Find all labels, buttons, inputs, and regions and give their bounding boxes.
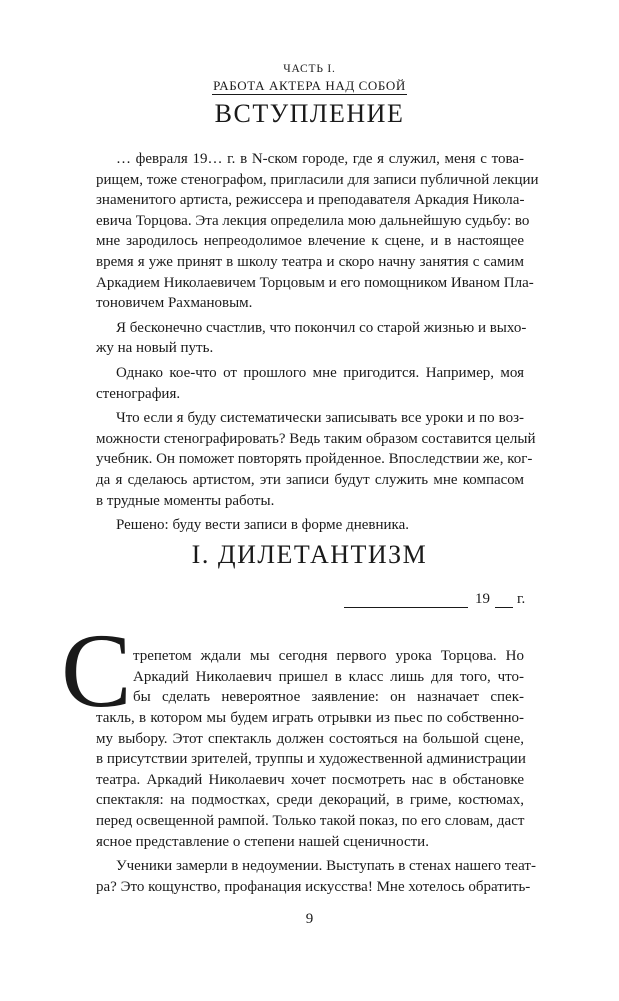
text-line: Ученики замерли в недоумении. Выступать в стенах нашего теат- xyxy=(116,858,536,875)
text-line: тоновичем Рахмановым. xyxy=(96,295,253,312)
date-year: 19 xyxy=(475,591,490,607)
text-line: такль, в котором мы будем играть отрывки из пьес по собственно- xyxy=(96,710,524,726)
text-line: да я сделаюсь артистом, эти записи будут служить мне компасом xyxy=(96,471,524,488)
dateline xyxy=(344,591,524,611)
part-label: ЧАСТЬ I. xyxy=(283,63,336,75)
text-line: театра. Аркадий Николаевич хочет посмотреть нас в обстановке xyxy=(96,771,524,788)
text-line: время я уже принят в школу театра и скоро начну занятия с самим xyxy=(96,253,524,270)
text-line: Аркадий Николаевич пришел в класс лишь для того, что- xyxy=(133,668,524,685)
text-line: стенография. xyxy=(96,385,181,402)
chapter-text-indented xyxy=(133,646,524,708)
date-suffix: г. xyxy=(517,591,526,607)
text-line: Однако кое-что от прошлого мне пригодится. Например, моя xyxy=(116,364,524,381)
drop-cap: С xyxy=(61,612,132,729)
date-year-blank xyxy=(495,607,513,608)
text-line: мне зародилось непреодолимое влечение к сцене, и в настоящее xyxy=(96,233,524,250)
text-line: ясное представление о степени нашей сценичности. xyxy=(96,833,429,850)
text-line: Я бесконечно счастлив, что покончил со старой жизнью и выхо- xyxy=(116,319,527,336)
intro-heading: ВСТУПЛЕНИЕ xyxy=(214,99,405,128)
text-line: рищем, тоже стенографом, пригласили для записи публичной лекции xyxy=(96,171,539,188)
text-line: Что если я буду систематически записывать все уроки и по воз- xyxy=(116,410,524,427)
part-title-text: РАБОТА АКТЕРА НАД СОБОЙ xyxy=(213,78,406,93)
intro-text xyxy=(96,149,539,536)
text-line: перед освещенной рампой. Только такой показ, по его словам, даст xyxy=(96,812,525,829)
text-line: бы сделать невероятное заявление: он назначает спек- xyxy=(133,689,524,706)
text-line: Аркадием Николаевичем Торцовым и его помощником Иваном Пла- xyxy=(96,274,534,291)
text-line: в трудные моменты работы. xyxy=(96,492,275,509)
page-number: 9 xyxy=(305,911,314,927)
text-line: знаменитого артиста, режиссера и преподавателя Аркадия Никола- xyxy=(96,192,525,209)
text-line: в присутствии зрителей, труппы и художественной администрации xyxy=(96,751,526,768)
text-line: можности стенографировать? Ведь таким образом составится целый xyxy=(96,430,536,447)
chapter-text xyxy=(96,708,536,897)
text-line: Решено: буду вести записи в форме дневника. xyxy=(116,517,409,534)
text-line: трепетом ждали мы сегодня первого урока Торцова. Но xyxy=(133,648,524,664)
text-line: спектакля: на подмостках, среди декораций, в гриме, костюмах, xyxy=(96,792,524,809)
date-blank-line xyxy=(344,607,468,608)
text-line: … февраля 19… г. в N-ском городе, где я служил, меня с това- xyxy=(116,151,524,167)
text-line: учебник. Он поможет повторять пройденное. Впоследствии же, ког- xyxy=(96,451,533,468)
text-line: евича Торцова. Эта лекция определила мою дальнейшую судьбу: во xyxy=(96,212,530,229)
text-line: жу на новый путь. xyxy=(96,340,214,357)
text-line: ра? Это кощунство, профанация искусства! Мне хотелось обратить- xyxy=(96,878,531,895)
part-title xyxy=(0,78,619,94)
chapter-heading: I. ДИЛЕТАНТИЗМ xyxy=(191,540,428,569)
text-line: му выбору. Этот спектакль должен состояться на большой сцене, xyxy=(96,730,524,747)
